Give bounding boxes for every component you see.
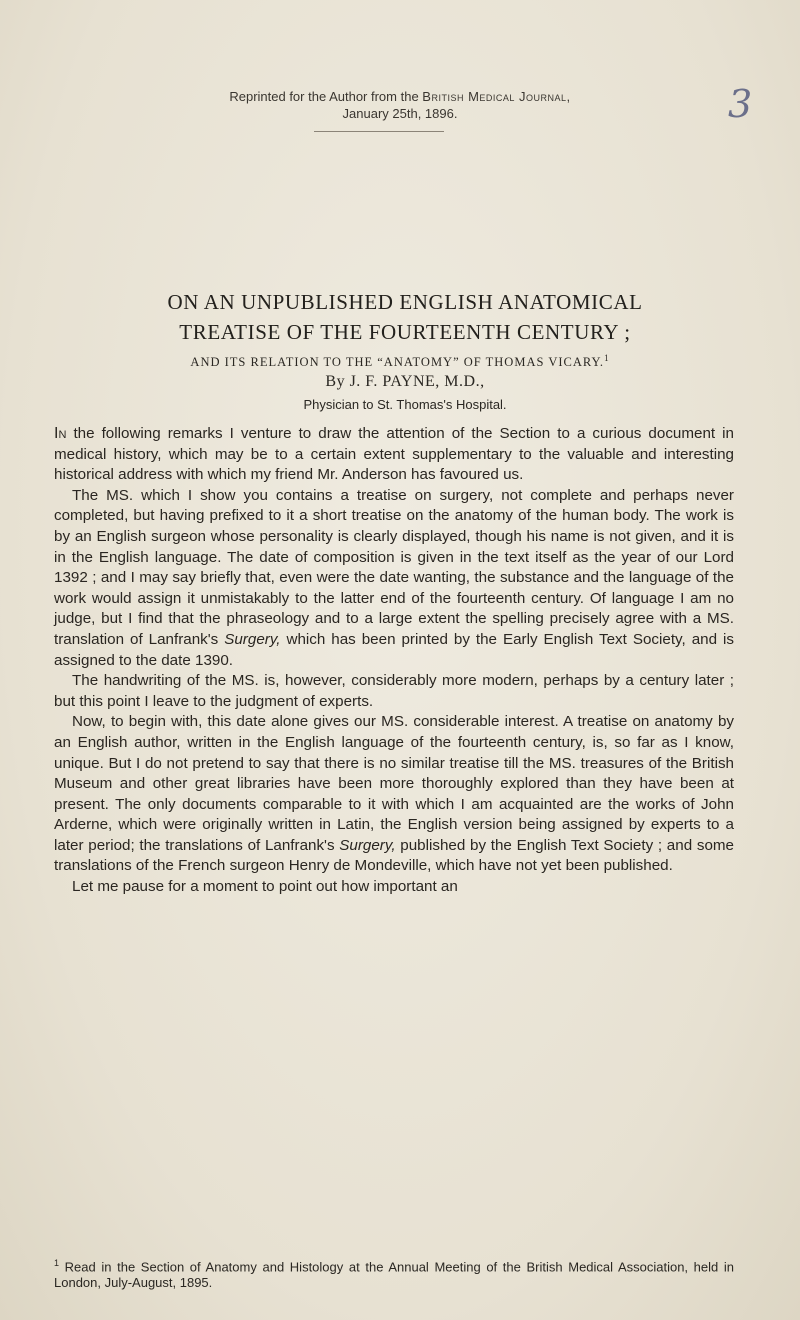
paragraph-1-text: the following remarks I venture to draw the attention of the Section to a curious document in medical history, which may be to a certain extent supplementary to the valuable and interesting historical address with which my friend Mr. Anderson has favoured us. (54, 425, 734, 484)
reprint-prefix: Reprinted for the Author from the (229, 89, 419, 104)
paragraph-2 (54, 486, 734, 671)
reprint-notice (60, 88, 740, 122)
author-line: By J. F. PAYNE, M.D., (325, 373, 485, 390)
title-line-2: TREATISE OF THE FOURTEENTH CENTURY ; (179, 320, 631, 344)
lead-word: In (54, 425, 67, 442)
article-title (60, 287, 750, 347)
header-rule (314, 131, 444, 132)
paragraph-2-italic: Surgery, (224, 630, 281, 648)
subtitle-footnote-marker: 1 (604, 353, 610, 363)
footnote (54, 1255, 734, 1291)
paragraph-2-text: The MS. which I show you contains a treatise on surgery, not complete and perhaps never completed, but having prefixed to it a short treatise on the anatomy of the human body. The work is by an English surgeon whose personality is clearly displayed, though his name is not given, and it is in the English language. The date of composition is given in the text itself as the year of our Lord 1392 ; and I may say briefly that, even were the date wanting, the substance and the language of the work would assign it unmistakably to the latter end of the fourteenth century. Of language I am no judge, but I find that the phraseology and to a large extent the spelling precisely agree with a MS. translation of Lanfrank's (54, 486, 734, 648)
title-line-1: ON AN UNPUBLISHED ENGLISH ANATOMICAL (167, 290, 643, 314)
article-subtitle (40, 353, 760, 370)
paragraph-3 (54, 671, 734, 712)
paragraph-4-italic: Surgery, (339, 836, 396, 854)
paragraph-4 (54, 712, 734, 877)
handwritten-number: 3 (728, 82, 753, 126)
paragraph-5-text: Let me pause for a moment to point out how important an (72, 878, 458, 896)
author-position: Physician to St. Thomas's Hospital. (303, 397, 507, 412)
paragraph-4-end: published by the English Text Society ; and some translations of the French surgeon Henry de Mondeville, which have not yet been published. (54, 836, 734, 875)
journal-name: British Medical Journal, (422, 89, 571, 104)
reprint-date: January 25th, 1896. (342, 106, 458, 121)
paragraph-1 (54, 424, 734, 486)
footnote-text: Read in the Section of Anatomy and Histology at the Annual Meeting of the British Medical Association, held in London, July-August, 1895. (54, 1259, 734, 1291)
paragraph-3-text: The handwriting of the MS. is, however, considerably more modern, perhaps by a century later ; but this point I leave to the judgment of experts. (54, 672, 734, 710)
paragraph-2-end: which has been printed by the Early English Text Society, and is assigned to the date 1390. (54, 630, 734, 669)
paragraph-5 (54, 877, 734, 898)
subtitle-text: AND ITS RELATION TO THE “ANATOMY” OF THOMAS VICARY. (190, 355, 605, 370)
paragraph-4-text: Now, to begin with, this date alone gives our MS. considerable interest. A treatise on anatomy by an English author, written in the English language of the fourteenth century, is, so far as I know, unique. But I do not pretend to say that there is no similar treatise till the MS. treasures of the British Museum and other great libraries have been more thoroughly explored than they have been at present. The only documents comparable to it with which I am acquainted are the works of John Arderne, which were originally written in Latin, the English version being assigned by experts to a later period; the translations of Lanfrank's (54, 713, 734, 854)
footnote-marker: 1 (54, 1258, 60, 1268)
article-body (54, 424, 734, 898)
